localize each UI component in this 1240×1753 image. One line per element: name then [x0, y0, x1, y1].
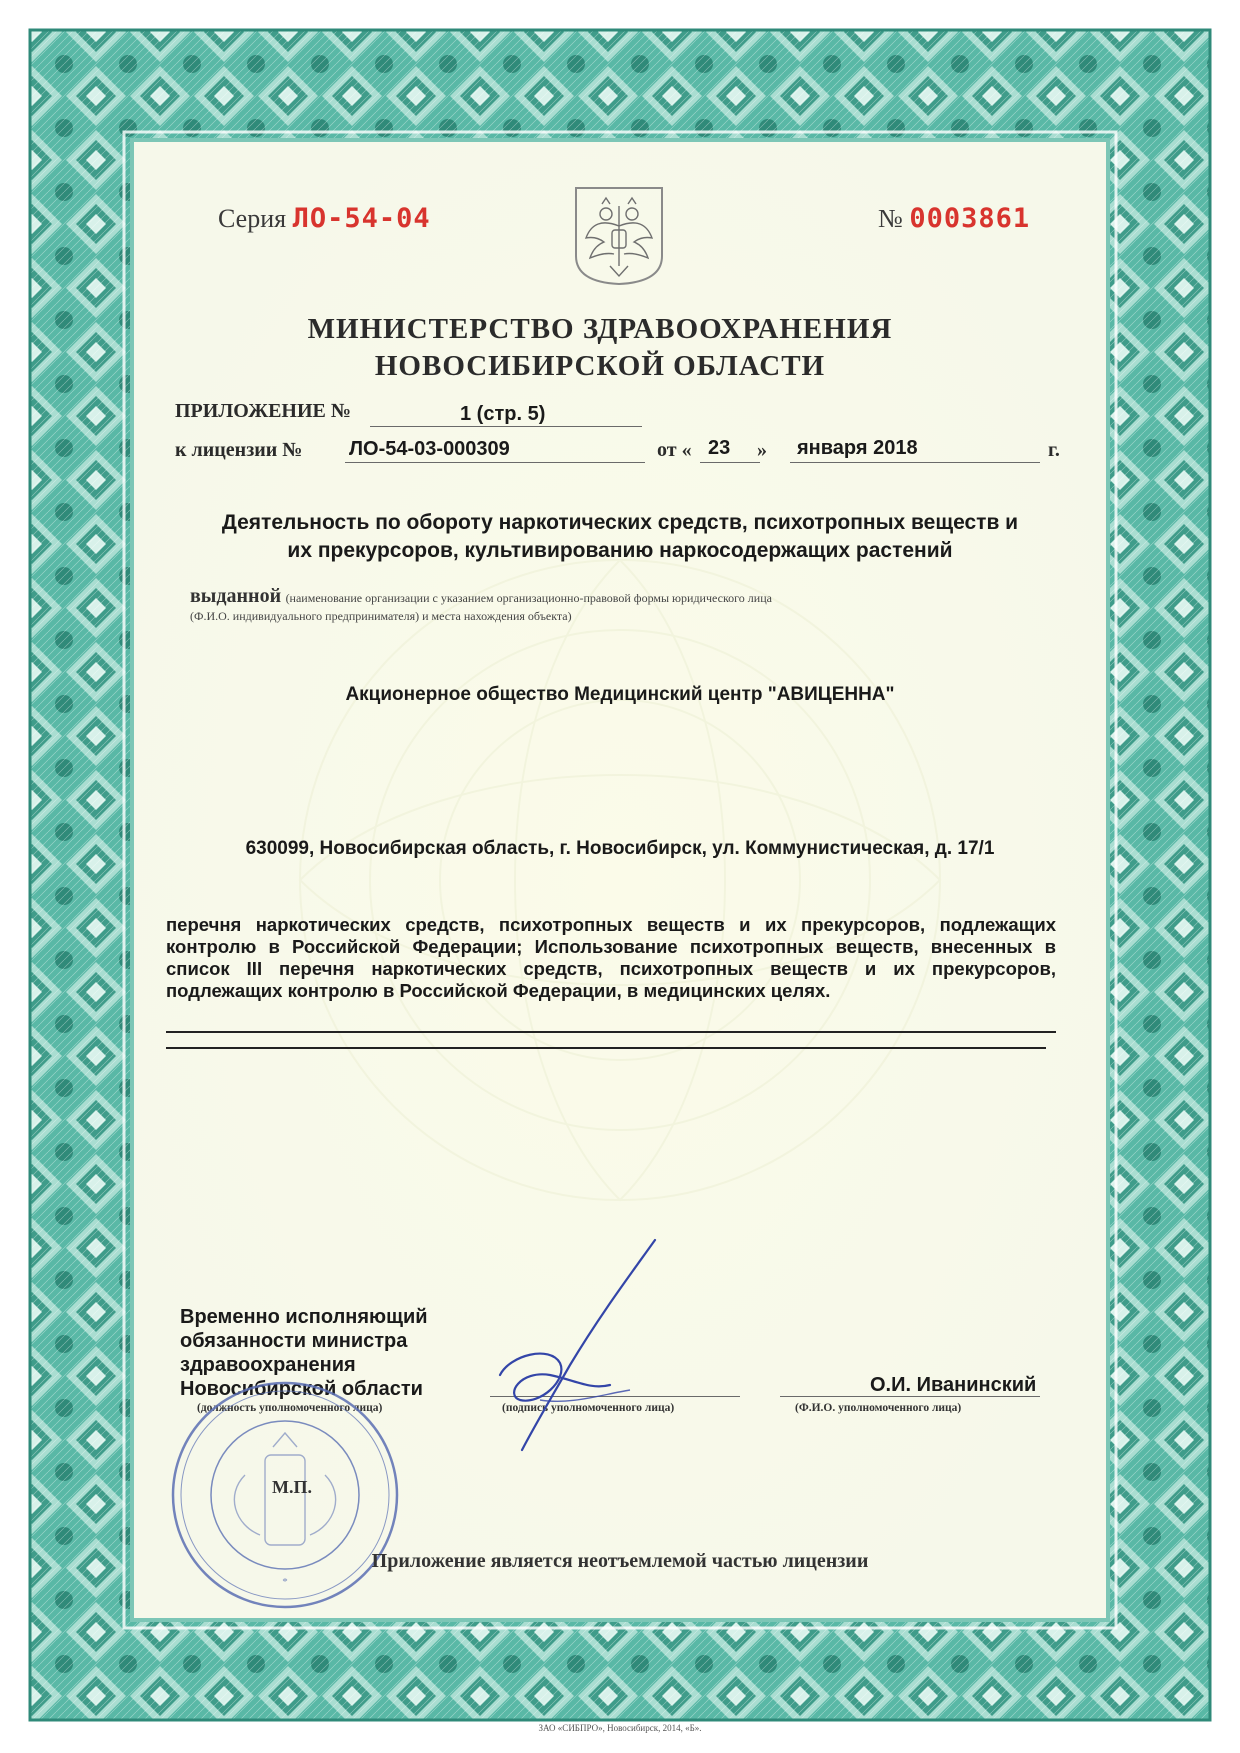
activity-scope-text: перечня наркотических средств, психотропных веществ и их прекурсоров, подлежащих контролю в Российской Федерации; Использование психотропных веществ, внесенных в список III перечня наркотических средств, психотропных веществ и их прекурсоров, подлежащих контролю в Российской Федерации, в медицинских целях. — [166, 914, 1056, 1001]
series-value: ЛО-54-04 — [292, 203, 431, 234]
license-number: ЛО-54-03-000309 — [349, 438, 510, 460]
issued-label: выданной — [190, 585, 282, 607]
license-day-underline — [700, 462, 760, 463]
appendix-value: 1 (стр. 5) — [460, 403, 546, 425]
series-label: Серия — [218, 204, 287, 233]
license-number-underline — [345, 462, 645, 463]
issued-row — [190, 585, 772, 608]
license-year-suffix: г. — [1048, 439, 1060, 461]
organization-name: Акционерное общество Медицинский центр "АВИЦЕННА" — [345, 684, 895, 705]
footer-note: Приложение является неотъемлемой частью лицензии — [371, 1550, 869, 1572]
license-day: 23 — [708, 437, 731, 459]
license-month-year: января 2018 — [797, 437, 918, 459]
license-label: к лицензии № — [175, 439, 303, 461]
handwritten-signature — [480, 1235, 680, 1465]
scope-end-rule-1 — [166, 1031, 1056, 1033]
appendix-label: ПРИЛОЖЕНИЕ № — [175, 400, 351, 422]
activity-line1: Деятельность по обороту наркотических средств, психотропных веществ и — [221, 511, 1019, 534]
issued-note-2: (Ф.И.О. индивидуального предпринимателя) и места нахождения объекта) — [190, 609, 572, 623]
quote-open: « — [681, 439, 692, 461]
number-label-row — [878, 203, 1030, 234]
signatory-title-line4: Новосибирской области — [180, 1378, 423, 1400]
number-label: № — [878, 204, 903, 233]
from-label: от — [657, 439, 677, 461]
svg-text:*: * — [282, 1576, 288, 1588]
signatory-title-line2: обязанности министра — [180, 1330, 408, 1352]
signatory-title-line1: Временно исполняющий — [180, 1306, 428, 1328]
license-date-from-label — [657, 439, 692, 462]
caption-name: (Ф.И.О. уполномоченного лица) — [795, 1402, 962, 1414]
number-value: 0003861 — [909, 203, 1031, 234]
issued-note-1: (наименование организации с указанием организационно-правовой формы юридического лица — [285, 591, 772, 605]
series-label-row — [218, 203, 431, 234]
license-month-underline — [790, 462, 1040, 463]
signatory-title-line3: здравоохранения — [180, 1354, 356, 1376]
caption-position: (должность уполномоченного лица) — [197, 1402, 383, 1414]
russian-coat-of-arms-icon — [574, 186, 664, 286]
mp-label: М.П. — [272, 1477, 312, 1497]
ministry-title-line2: НОВОСИБИРСКОЙ ОБЛАСТИ — [374, 350, 826, 382]
printer-imprint: ЗАО «СИБПРО», Новосибирск, 2014, «Б». — [538, 1723, 702, 1733]
caption-signature: (подпись уполномоченного лица) — [502, 1402, 675, 1414]
organization-address: 630099, Новосибирская область, г. Новосибирск, ул. Коммунистическая, д. 17/1 — [245, 838, 995, 859]
signer-name: О.И. Иванинский — [870, 1374, 1037, 1396]
quote-close: » — [757, 439, 767, 461]
ministry-title-line1: МИНИСТЕРСТВО ЗДРАВООХРАНЕНИЯ — [307, 313, 893, 345]
appendix-underline — [370, 426, 642, 427]
scope-end-rule-2 — [166, 1047, 1046, 1049]
activity-line2: их прекурсоров, культивированию наркосодержащих растений — [287, 539, 953, 562]
